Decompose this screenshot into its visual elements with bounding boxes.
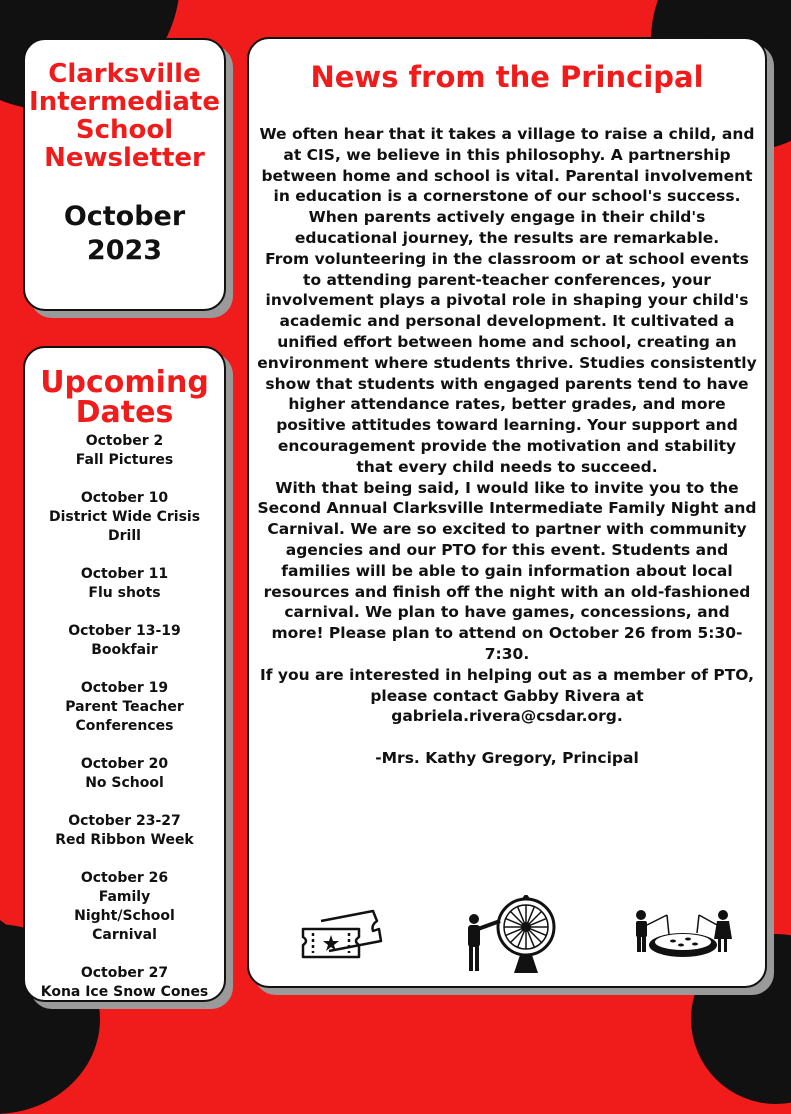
upcoming-dates-card [23, 346, 226, 1002]
upcoming-dates-heading-line1: Upcoming [40, 365, 209, 400]
date-item [25, 812, 224, 850]
article-paragraph: We often hear that it takes a village to raise a child, and at CIS, we believe in this philosophy. A partnership between home and school is vital. Parental involvement in education is a cornerstone of our school's success. When parents actively engage in their child's educational journey, the results are remarkable. [259, 125, 755, 247]
date-event: Flu shots [88, 585, 161, 601]
date-item [25, 432, 224, 470]
date-label: October 10 [80, 490, 169, 506]
date-event: Fall Pictures [75, 452, 174, 468]
article-signature: -Mrs. Kathy Gregory, Principal [375, 748, 639, 767]
article-title: News from the Principal [310, 60, 704, 94]
date-label: October 11 [80, 566, 169, 582]
date-label: October 26 [80, 870, 169, 886]
date-item [25, 869, 224, 945]
carnival-game-icon [633, 905, 733, 965]
date-item [25, 755, 224, 793]
principal-news-card [247, 37, 767, 988]
date-label: October 23-27 [68, 813, 181, 829]
date-item [25, 679, 224, 736]
date-event: Red Ribbon Week [55, 832, 194, 848]
upcoming-dates-heading [25, 365, 224, 430]
article-paragraph: With that being said, I would like to invite you to the Second Annual Clarksville Intermediate Family Night and Carnival. We are so excited to partner with community agencies and our PTO for this event. Students and families will be able to gain information about local resources and finish off the night with an old-fashioned carnival. We plan to have games, concessions, and more! Please plan to attend on October 26 from 5:30-7:30. [257, 478, 757, 663]
date-label: October 2 [85, 433, 164, 449]
date-event: No School [85, 775, 164, 791]
upcoming-dates-heading-line2: Dates [75, 395, 174, 430]
date-event: District Wide Crisis Drill [48, 509, 201, 544]
date-label: October 20 [80, 756, 169, 772]
newsletter-month: October [63, 201, 186, 232]
title-card [23, 38, 226, 311]
article-paragraph: If you are interested in helping out as a member of PTO, please contact Gabby Rivera at gabriela.rivera@csdar.org. [259, 665, 755, 726]
date-label: October 13-19 [68, 623, 181, 639]
date-item [25, 565, 224, 603]
newsletter-year: 2023 [86, 235, 163, 266]
date-list [25, 432, 224, 1002]
article-body [257, 124, 757, 769]
date-event: Bookfair [91, 642, 158, 658]
date-item [25, 964, 224, 1002]
date-event: Parent Teacher Conferences [65, 699, 184, 734]
date-item [25, 489, 224, 546]
newsletter-date [25, 200, 224, 268]
date-event: Kona Ice Snow Cones [40, 984, 209, 1000]
date-event: Family Night/School Carnival [74, 889, 175, 943]
date-label: October 19 [80, 680, 169, 696]
date-item [25, 622, 224, 660]
prize-wheel-icon [464, 895, 559, 975]
ticket-icon [299, 907, 385, 963]
date-label: October 27 [80, 965, 169, 981]
article-paragraph: From volunteering in the classroom or at school events to attending parent-teacher conferences, your involvement plays a pivotal role in shaping your child's academic and personal development. It cultivated a unified effort between home and school, creating an environment where students thrive. Studies consistently show that students with engaged parents tend to have higher attendance rates, better grades, and more positive attitudes toward learning. Your support and encouragement provide the motivation and stability that every child needs to succeed. [257, 249, 757, 476]
newsletter-title: Clarksville Intermediate School Newsletter [29, 59, 220, 173]
